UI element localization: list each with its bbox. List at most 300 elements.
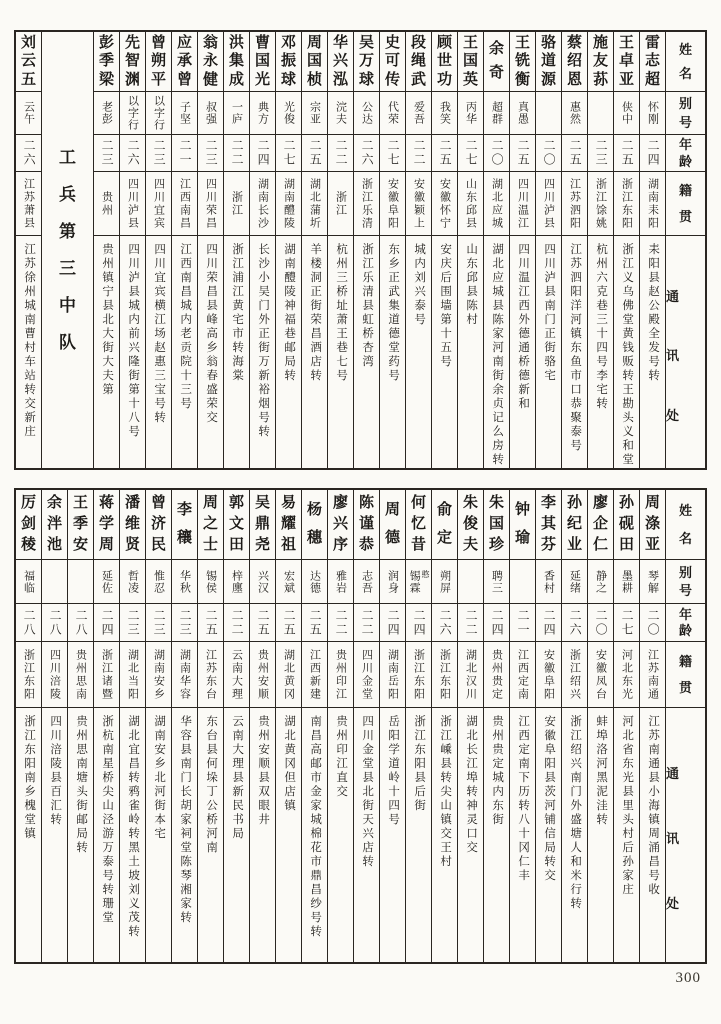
alias-cell (588, 560, 613, 604)
address-cell-text: 东乡正武集道德堂药号 (387, 243, 400, 383)
address-cell (328, 236, 353, 468)
char: 企 (592, 516, 608, 532)
address-cell (94, 708, 119, 962)
age-cell-text: 二五 (568, 139, 583, 167)
row-header-1 (666, 92, 705, 135)
origin-cell-text: 安徽颖上 (412, 177, 425, 230)
age-cell (328, 135, 353, 172)
age-cell (510, 604, 535, 642)
char: 穗 (306, 530, 322, 546)
char: 泮 (46, 516, 62, 532)
name-cell (224, 32, 249, 92)
alias-cell (614, 560, 639, 604)
address-cell-text: 浙江乐清县虹桥杏湾 (361, 243, 374, 369)
address-cell (198, 708, 223, 962)
char: 光 (254, 71, 270, 88)
age-cell-text: 二五 (620, 139, 635, 167)
char: 俊 (462, 516, 478, 532)
address-cell-text: 江西南昌城内老贡院十三号 (179, 243, 192, 411)
alias-cell (146, 92, 171, 135)
person-column (16, 490, 41, 962)
alias-cell (484, 92, 509, 135)
char: 年 (678, 606, 692, 622)
origin-cell (406, 642, 431, 708)
address-cell (250, 708, 275, 962)
address-cell (406, 708, 431, 962)
address-cell (614, 236, 639, 468)
origin-cell-text: 浙江东阳 (22, 648, 35, 701)
address-cell (94, 236, 119, 468)
alias-cell-text: 聘三 (490, 569, 503, 594)
char: 别 (678, 564, 692, 580)
person-column (639, 32, 665, 468)
person-column (509, 490, 535, 962)
char: 耀 (280, 516, 296, 532)
alias-cell-text: 朔屏 (438, 569, 451, 594)
address-cell-text: 湖北长江埠转神灵口交 (465, 715, 478, 855)
age-cell (94, 604, 119, 642)
age-cell-text: 二一 (516, 608, 531, 637)
alias-cell-text: 静之 (594, 569, 607, 594)
origin-cell (250, 642, 275, 708)
row-header-4 (666, 708, 705, 962)
person-column (223, 32, 249, 468)
char: 蒋 (98, 495, 114, 511)
char: 姓 (678, 503, 692, 519)
origin-cell-text: 云南大理 (230, 648, 243, 701)
address-cell-text: 蚌埠洛河黑泥洼转 (595, 715, 608, 827)
char: 恩 (566, 71, 582, 88)
name-cell (484, 490, 509, 560)
char: 潘 (124, 495, 140, 511)
address-cell (536, 236, 561, 468)
char: 贯 (678, 680, 692, 695)
section-label-column (41, 32, 93, 468)
alias-cell-text: 琴解 (646, 569, 659, 594)
alias-cell (224, 560, 249, 604)
origin-cell-text: 浙江馀姚 (594, 177, 607, 230)
name-cell (172, 32, 197, 92)
alias-cell (406, 560, 431, 604)
age-cell (354, 135, 379, 172)
name-cell (536, 490, 561, 560)
char: 渊 (124, 71, 140, 88)
person-column (561, 32, 587, 468)
section-label (42, 32, 93, 468)
origin-cell (588, 642, 613, 708)
char: 定 (436, 530, 452, 546)
address-cell-text: 四川金堂县北街天兴店转 (361, 715, 374, 869)
alias-cell-text: 超群 (490, 101, 503, 125)
char: 安 (72, 537, 88, 553)
char: 余 (488, 40, 504, 57)
char: 俞 (436, 502, 452, 518)
age-cell-text: 二三 (152, 608, 167, 637)
alias-cell-text: 侠中 (620, 101, 633, 125)
age-cell (250, 135, 275, 172)
name-cell (510, 32, 535, 92)
char: 剑 (20, 516, 36, 532)
alias-cell-text: 兴汉 (256, 569, 269, 594)
address-cell-text: 耒阳县赵公殿全发号转 (647, 243, 660, 383)
alias-cell-text: 典方 (256, 101, 269, 125)
origin-cell-text: 浙江东阳 (412, 648, 425, 701)
row-header-3 (666, 172, 705, 236)
alias-cell-text: 延绪 (568, 569, 581, 594)
address-cell (276, 236, 301, 468)
origin-cell-text: 贵州印江 (334, 648, 347, 701)
alias-cell (354, 92, 379, 135)
alias-cell-text: 梓廛 (230, 569, 243, 594)
age-cell-text: 二七 (620, 608, 635, 637)
age-cell (198, 604, 223, 642)
origin-cell-text: 安徽阜阳 (542, 648, 555, 701)
char: 名 (678, 66, 692, 81)
origin-cell-text: 贵州贵定 (490, 648, 503, 701)
char: 第 (59, 222, 76, 241)
char: 国 (254, 53, 270, 69)
age-cell (276, 135, 301, 172)
alias-cell-text: 我笑 (438, 101, 451, 125)
person-column (613, 490, 639, 962)
origin-cell-text: 江苏南通 (646, 648, 659, 701)
char: 厉 (20, 495, 36, 511)
alias-cell (406, 92, 431, 135)
char: 夫 (462, 537, 478, 553)
name-cell (146, 490, 171, 560)
alias-cell (380, 92, 405, 135)
char: 传 (384, 71, 400, 88)
age-cell (380, 135, 405, 172)
person-column (327, 490, 353, 962)
person-column (41, 490, 67, 962)
age-cell (120, 604, 145, 642)
char: 世 (436, 53, 452, 69)
address-cell-text: 四川泸县城内前兴隆街第十八号 (127, 243, 140, 439)
address-cell-text: 东台县何垛丁公桥河南 (205, 715, 218, 855)
address-cell-text: 南昌高邮市金家城棉花市鼎昌纱号转 (309, 715, 322, 939)
alias-cell-text: 以字行 (126, 95, 139, 131)
char: 余 (46, 495, 62, 511)
age-cell-text: 二一 (178, 139, 193, 167)
age-cell (172, 604, 197, 642)
age-cell (406, 135, 431, 172)
age-cell (432, 135, 457, 172)
alias-cell (510, 92, 535, 135)
origin-cell (458, 642, 483, 708)
origin-cell (120, 642, 145, 708)
alias-cell (172, 92, 197, 135)
age-cell (198, 135, 223, 172)
alias-cell-text: 一庐 (230, 101, 243, 125)
age-cell-text: 二二 (230, 608, 245, 637)
row-header-2 (666, 604, 705, 642)
alias-cell-text: 公达 (360, 101, 373, 125)
name-cell (510, 490, 535, 560)
age-cell-text: 二六 (22, 139, 37, 167)
person-column (301, 32, 327, 468)
char: 廖 (332, 495, 348, 511)
alias-cell (380, 560, 405, 604)
char: 王 (462, 34, 478, 51)
char: 谨 (358, 516, 374, 532)
age-cell-text: 二七 (464, 139, 479, 167)
char: 别 (678, 96, 692, 112)
alias-cell-text: 惠然 (568, 101, 581, 125)
address-cell (510, 708, 535, 962)
age-cell-text: 二三 (594, 139, 609, 167)
alias-cell-text: 叔强 (204, 101, 217, 125)
row-header-column (665, 32, 705, 468)
char: 绍 (566, 53, 582, 69)
name-cell (406, 490, 431, 560)
origin-cell-text: 江西南昌 (178, 177, 191, 230)
char: 先 (124, 34, 140, 51)
origin-cell-text: 贵州思南 (74, 648, 87, 701)
alias-cell (42, 560, 67, 604)
alias-cell-text: 香村 (542, 569, 555, 594)
person-column (379, 32, 405, 468)
age-cell (42, 604, 67, 642)
age-cell (380, 604, 405, 642)
person-column (171, 32, 197, 468)
name-cell (328, 490, 353, 560)
origin-cell-text: 安徽阜阳 (386, 177, 399, 230)
alias-cell-text: 墨耕 (620, 569, 633, 594)
char: 季 (72, 516, 88, 532)
char: 刘 (20, 34, 36, 51)
name-cell (432, 490, 457, 560)
name-cell (94, 32, 119, 92)
person-column (119, 32, 145, 468)
char: 国 (462, 53, 478, 69)
age-cell-text: 二七 (386, 139, 401, 167)
person-column (327, 32, 353, 468)
age-cell (224, 604, 249, 642)
age-cell-text: 二六 (438, 608, 453, 637)
alias-cell (562, 560, 587, 604)
char: 贯 (678, 208, 692, 224)
name-cell (302, 32, 327, 92)
char: 涤 (644, 516, 660, 532)
char: 昔 (410, 537, 426, 553)
age-cell-text: 二五 (282, 608, 297, 637)
age-cell-text: 二五 (516, 139, 531, 167)
char: 名 (678, 530, 692, 546)
person-column (223, 490, 249, 962)
char: 李 (176, 502, 192, 518)
char: 邓 (280, 34, 296, 51)
name-cell (42, 490, 67, 560)
origin-cell (16, 172, 41, 236)
age-cell (614, 604, 639, 642)
age-cell-text: 二六 (126, 139, 141, 167)
char: 之 (202, 516, 218, 532)
origin-cell-text: 山东邱县 (464, 177, 477, 230)
origin-cell-text: 安徽怀宁 (438, 177, 451, 230)
person-column (457, 32, 483, 468)
char: 万 (358, 53, 374, 69)
alias-cell-text: 雅岩 (334, 569, 347, 594)
age-cell (510, 135, 535, 172)
char: 荪 (592, 71, 608, 88)
char: 纪 (566, 516, 582, 532)
char: 周 (98, 537, 114, 553)
person-column (249, 32, 275, 468)
alias-cell (328, 560, 353, 604)
char: 平 (150, 71, 166, 88)
name-cell (16, 490, 41, 560)
char: 功 (436, 71, 452, 88)
char: 姓 (678, 42, 692, 57)
address-cell-text: 湖南醴陵神福巷邮局转 (283, 243, 296, 383)
address-cell (42, 708, 67, 962)
origin-cell (406, 172, 431, 236)
char: 朱 (488, 495, 504, 511)
alias-cell-text: 润身 (386, 569, 399, 594)
age-cell-text: 二八 (22, 608, 37, 637)
name-cell (250, 32, 275, 92)
char: 序 (332, 537, 348, 553)
origin-cell (198, 172, 223, 236)
char: 仁 (592, 537, 608, 553)
char: 亚 (618, 71, 634, 88)
address-cell (146, 236, 171, 468)
address-cell-text: 杭州六克巷三十四号李宅转 (595, 243, 608, 411)
name-cell (484, 32, 509, 92)
name-cell (224, 490, 249, 560)
origin-cell (354, 172, 379, 236)
address-cell (432, 708, 457, 962)
roster-table-bottom (14, 488, 707, 964)
char: 稜 (20, 537, 36, 553)
char: 段 (410, 34, 426, 51)
char: 龄 (678, 623, 692, 639)
row-header-column (665, 490, 705, 962)
origin-cell (588, 172, 613, 236)
age-cell-text: 二〇 (542, 139, 557, 167)
address-cell-text: 贵州贵定城内东街 (491, 715, 504, 827)
alias-cell-text: 光俊 (282, 101, 295, 125)
age-cell (94, 135, 119, 172)
origin-cell-text: 湖南安乡 (152, 648, 165, 701)
alias-cell (120, 92, 145, 135)
person-column (197, 490, 223, 962)
char: 恭 (358, 537, 374, 553)
char: 彭 (98, 34, 114, 51)
alias-cell-text: 宏斌 (282, 569, 295, 594)
origin-cell (120, 172, 145, 236)
char: 籍 (678, 654, 692, 669)
row-header-0 (666, 490, 705, 560)
person-column (483, 490, 509, 962)
age-cell (68, 604, 93, 642)
char: 吴 (254, 495, 270, 511)
char: 忆 (410, 516, 426, 532)
char: 济 (150, 516, 166, 532)
alias-cell (432, 92, 457, 135)
name-cell (276, 490, 301, 560)
char: 周 (202, 495, 218, 511)
origin-cell-text: 四川温江 (516, 177, 529, 230)
char: 季 (98, 53, 114, 69)
char: 易 (280, 495, 296, 511)
person-column (561, 490, 587, 962)
name-cell (588, 32, 613, 92)
origin-cell (328, 642, 353, 708)
char: 年 (678, 137, 692, 153)
char: 智 (124, 53, 140, 69)
address-cell (562, 236, 587, 468)
alias-cell (250, 560, 275, 604)
address-cell (302, 236, 327, 468)
char: 雷 (644, 34, 660, 51)
address-cell (120, 708, 145, 962)
char: 史 (384, 34, 400, 51)
origin-cell-text: 四川宜宾 (152, 177, 165, 230)
person-column (67, 490, 93, 962)
char: 志 (644, 53, 660, 69)
char: 亚 (644, 537, 660, 553)
page-number: 300 (675, 970, 701, 986)
char: 队 (59, 333, 76, 352)
alias-cell (198, 92, 223, 135)
alias-cell (120, 560, 145, 604)
char: 绳 (410, 53, 426, 69)
char: 曹 (254, 34, 270, 51)
age-cell-text: 二〇 (594, 608, 609, 637)
char: 衡 (514, 71, 530, 88)
address-cell (458, 236, 483, 468)
alias-cell (198, 560, 223, 604)
alias-main: 锡霖 (408, 569, 421, 594)
age-cell (536, 604, 561, 642)
age-cell (16, 604, 41, 642)
alias-cell (484, 560, 509, 604)
alias-cell (640, 560, 665, 604)
age-cell (432, 604, 457, 642)
person-column (613, 32, 639, 468)
char: 蔡 (566, 34, 582, 51)
alias-cell-text: 以字行 (152, 95, 165, 131)
origin-cell (68, 642, 93, 708)
alias-cell (302, 92, 327, 135)
char: 施 (592, 34, 608, 51)
char: 孙 (618, 495, 634, 511)
alias-cell (16, 560, 41, 604)
person-column (509, 32, 535, 468)
origin-cell (250, 172, 275, 236)
age-cell-text: 二二 (360, 608, 375, 637)
origin-cell-text: 浙江绍兴 (568, 648, 581, 701)
alias-cell-text: 丙华 (464, 101, 477, 125)
char: 球 (280, 71, 296, 88)
char: 讯 (666, 831, 680, 846)
address-cell (198, 236, 223, 468)
person-column (379, 490, 405, 962)
alias-cell (328, 92, 353, 135)
origin-cell-text: 湖南耒阳 (646, 177, 659, 230)
address-cell-text: 浙江东阳南乡槐堂镇 (23, 715, 36, 841)
alias-cell (302, 560, 327, 604)
origin-cell-text: 浙江东阳 (438, 648, 451, 701)
char: 英 (462, 71, 478, 88)
alias-cell-text: 哲凌 (126, 569, 139, 594)
char: 李 (540, 495, 556, 511)
origin-cell-text: 湖南华容 (178, 648, 191, 701)
origin-cell (224, 642, 249, 708)
char: 华 (332, 34, 348, 51)
